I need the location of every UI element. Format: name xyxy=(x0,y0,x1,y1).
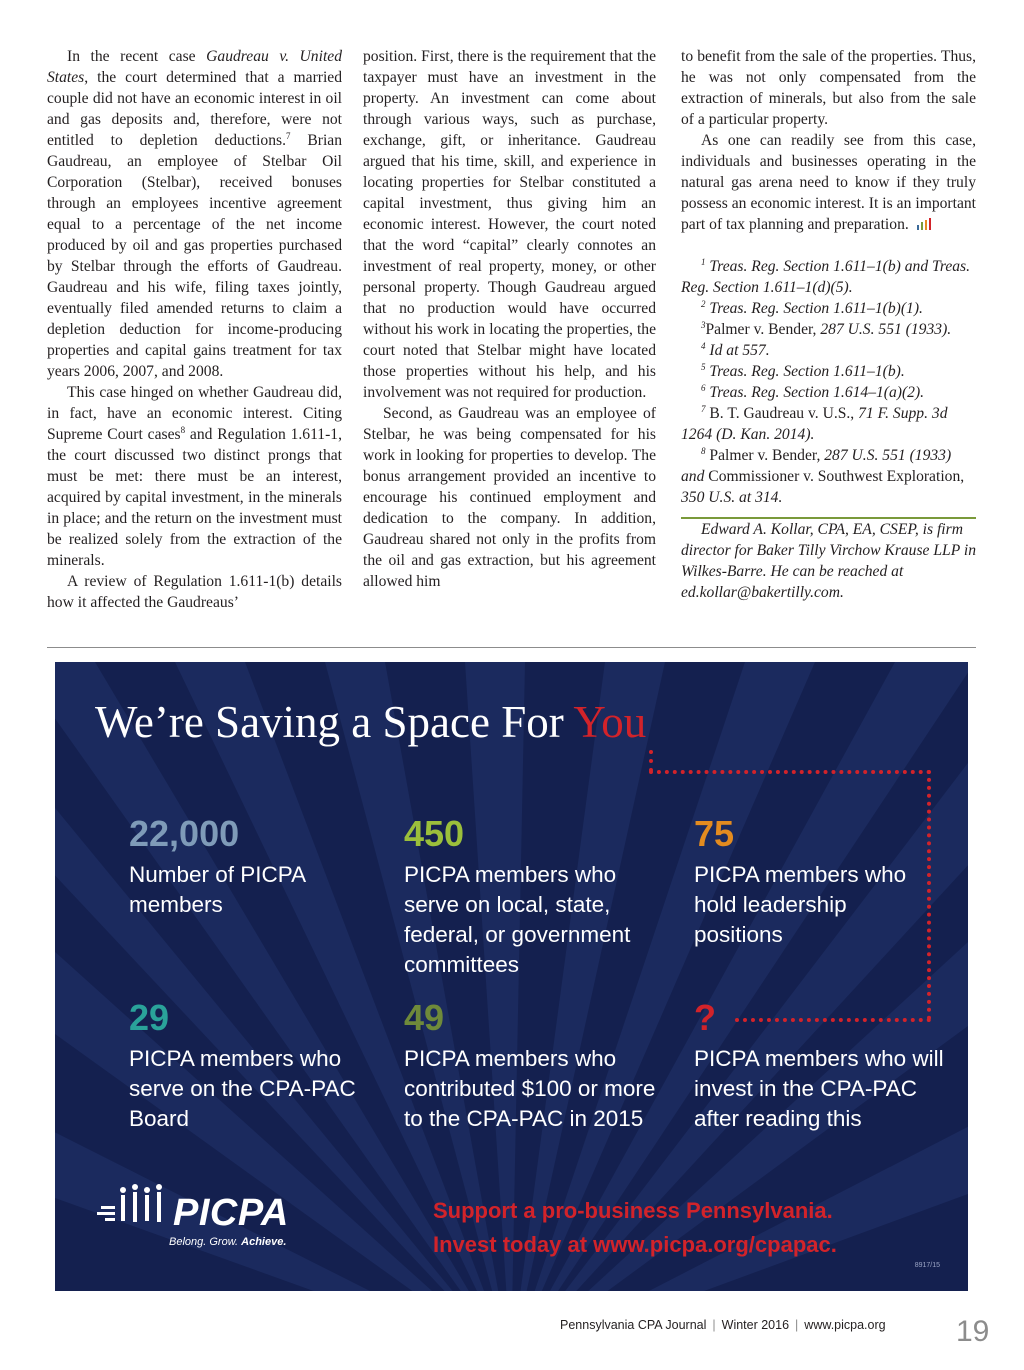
footnote: $^8$ Palmer v. Bender, 287 U.S. 551 (1933) and Commissioner v. Southwest Exploration, 350 U.S. at 314. xyxy=(681,445,965,506)
stat-label: PICPA members who serve on local, state, federal, or government committees xyxy=(404,862,631,977)
cta-link[interactable]: Invest today at www.picpa.org/cpapac. xyxy=(433,1232,837,1257)
stat-label: PICPA members who serve on the CPA-PAC Board xyxy=(129,1046,356,1131)
paragraph: A review of Regulation 1.611-1(b) details how it affected the Gaudreaus’ xyxy=(47,573,342,611)
paragraph: Second, as Gaudreau was an employee of Stelbar, he was being compensated for his work in looking for properties to develop. The bonus arrangement provided an incentive to encourage his continued employment and dedication to the company. In addition, Gaudreau shared not only in the profits from the oil and gas extraction, but his agreement allowed him xyxy=(363,405,656,590)
stat-number: ? xyxy=(694,997,716,1038)
stat-number: 49 xyxy=(404,997,445,1038)
call-to-action[interactable]: Support a pro-business Pennsylvania. Invest today at www.picpa.org/cpapac. xyxy=(433,1194,837,1262)
stat-block xyxy=(694,814,934,950)
stat-label: PICPA members who contributed $100 or more to the CPA-PAC in 2015 xyxy=(404,1046,656,1131)
stat-label: PICPA members who hold leadership positions xyxy=(694,862,907,947)
picpa-tagline: Belong. Grow. Achieve. xyxy=(169,1236,287,1248)
stat-block xyxy=(404,814,669,980)
stat-label: Number of PICPA members xyxy=(129,862,305,917)
footnote: $^3$Palmer v. Bender, 287 U.S. 551 (1933). xyxy=(701,319,952,338)
article-column-3 xyxy=(681,46,976,603)
stat-block xyxy=(129,814,379,920)
end-mark-icon xyxy=(915,217,933,231)
article-column-1 xyxy=(47,46,342,613)
cpa-pac-advertisement[interactable] xyxy=(55,662,968,1291)
stat-number: 29 xyxy=(129,997,170,1038)
paragraph: to benefit from the sale of the properties. Thus, he was not only compensated from the extraction of minerals, but also from the sale of a particular property. xyxy=(681,48,976,128)
stat-block xyxy=(694,998,954,1134)
footnote: $^2$ Treas. Reg. Section 1.611–1(b)(1). xyxy=(701,298,923,317)
paragraph: position. First, there is the requirement that the taxpayer must have an investment in the property. An investment can come about through various ways, such as purchase, exchange, gift, or inheritance. Gaudreau argued that his time, skill, and experience in locating properties for Stelbar constituted a capital investment, thus giving him an economic interest. However, the court noted that the word “capital” clearly connotes an investment of real property, money, or other personal property. Though Gaudreau argued that no production would have occurred without his work in locating the properties, the court noted that Stelbar might have located those properties without his help, and his involvement was not required for production. xyxy=(363,48,656,401)
dotted-connector xyxy=(649,750,653,772)
picpa-logo-text: PICPA xyxy=(173,1192,289,1234)
ad-headline: We’re Saving a Space For You xyxy=(95,697,647,747)
stat-number: 22,000 xyxy=(129,813,240,854)
stat-label: PICPA members who will invest in the CPA-PAC after reading this xyxy=(694,1046,944,1131)
footnote: $^7$ B. T. Gaudreau v. U.S., 71 F. Supp. 3d 1264 (D. Kan. 2014). xyxy=(681,403,948,443)
footnote: $^6$ Treas. Reg. Section 1.614–1(a)(2). xyxy=(701,382,925,401)
footnotes xyxy=(681,256,976,508)
issue-date: Winter 2016 xyxy=(721,1318,790,1332)
footnote: $^5$ Treas. Reg. Section 1.611–1(b). xyxy=(701,361,905,380)
stat-block xyxy=(404,998,669,1134)
dotted-connector xyxy=(649,770,931,774)
ad-code: 8917/15 xyxy=(914,1262,940,1269)
footer-site-link[interactable]: www.picpa.org xyxy=(804,1318,886,1332)
article-column-2 xyxy=(363,46,656,592)
journal-name: Pennsylvania CPA Journal xyxy=(560,1318,707,1332)
stat-number: 450 xyxy=(404,813,465,854)
paragraph: In the recent case Gaudreau v. United States, the court determined that a married couple did not have an economic interest in oil and gas deposits and, therefore, were not entitled to depletion deductions.$^7$ Brian Gaudreau, an employee of Stelbar Oil Corporation (Stelbar), received bonuses through an employees incentive agreement equal to a percentage of the net income produced by oil and gas properties purchased by Stelbar through the efforts of Gaudreau. Gaudreau and his wife, filing taxes jointly, eventually filed amended returns to claim a depletion deduction for income-producing properties and capital gains treatment for tax years 2006, 2007, and 2008. xyxy=(47,48,342,380)
footnote: $^1$ Treas. Reg. Section 1.611–1(b) and Treas. Reg. Section 1.611–1(d)(5). xyxy=(681,256,971,296)
author-bio: Edward A. Kollar, CPA, EA, CSEP, is firm director for Baker Tilly Virchow Krause LLP in Wilkes-Barre. He can be reached at ed.kollar@bakertilly.com. xyxy=(681,521,976,601)
page-number: 19 xyxy=(956,1315,990,1348)
stat-block xyxy=(129,998,379,1134)
paragraph: This case hinged on whether Gaudreau did, in fact, have an economic interest. Citing Supreme Court cases$^8$ and Regulation 1.611-1, the court discussed two distinct prongs that must be met: there must be an interest, acquired by capital investment, in the minerals in place; and the return on the investment must be realized solely from the extraction of the minerals. xyxy=(47,384,342,569)
stat-number: 75 xyxy=(694,813,735,854)
paragraph: As one can readily see from this case, individuals and businesses operating in the natural gas arena need to know if they truly possess an economic interest. It is an important part of tax planning and preparation. xyxy=(681,132,976,233)
page-footer: Pennsylvania CPA Journal | Winter 2016 | www.picpa.org xyxy=(560,1318,886,1332)
section-divider xyxy=(47,647,976,648)
footnote: $^4$ Id at 557. xyxy=(701,340,770,359)
